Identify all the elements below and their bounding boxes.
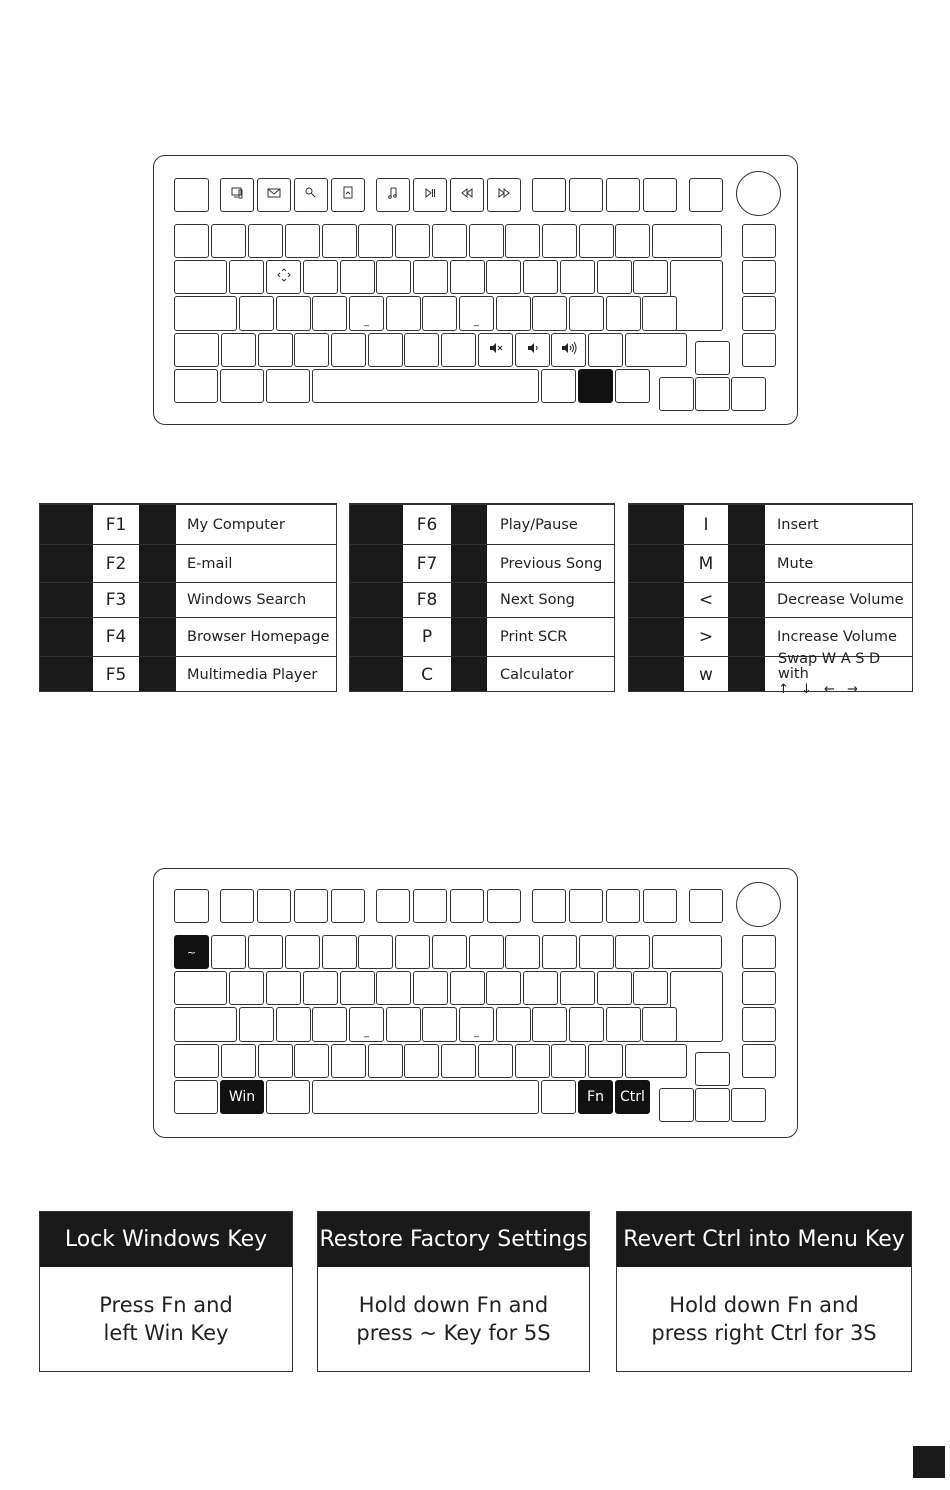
home-bump-mark: _ <box>364 316 369 327</box>
volume-knob <box>736 882 781 927</box>
key-4 <box>322 935 357 969</box>
key-t <box>376 971 411 1005</box>
key-fn-highlighted <box>578 1080 613 1114</box>
key-j <box>459 1007 494 1042</box>
key-f7 <box>450 889 484 923</box>
key-8 <box>469 224 504 258</box>
fn-table-2 <box>349 503 615 692</box>
fn-key-label: F8 <box>416 590 438 610</box>
fn-label: Fn <box>587 1089 604 1105</box>
table-row <box>40 544 336 582</box>
key-j <box>459 296 494 331</box>
card-line: press right Ctrl for 3S <box>651 1321 877 1345</box>
key-f1 <box>220 889 254 923</box>
fn-key-label: F1 <box>105 514 127 535</box>
key-f2 <box>257 178 291 212</box>
mute-icon <box>488 340 504 360</box>
previous-icon <box>459 185 475 205</box>
key-f11 <box>606 889 640 923</box>
card-line: Press Fn and <box>99 1293 233 1317</box>
key-n <box>441 1044 476 1078</box>
key-comma <box>515 1044 550 1078</box>
key-f6 <box>413 889 447 923</box>
table-row <box>350 504 614 544</box>
fn-description-swap <box>778 651 912 697</box>
key-v <box>368 333 403 367</box>
key-z <box>258 333 293 367</box>
key-esc <box>174 178 209 212</box>
fn-description: Insert <box>777 516 819 533</box>
volume-knob <box>736 171 781 216</box>
key-grave <box>174 224 209 258</box>
fn-description: Play/Pause <box>500 516 578 533</box>
key-y <box>413 971 448 1005</box>
arrow-keys-text: ↑ ↓ ← → <box>778 682 862 697</box>
key-up <box>695 341 730 375</box>
fn-description: Windows Search <box>187 592 307 608</box>
key-x <box>294 333 329 367</box>
key-lctrl <box>174 369 218 403</box>
music-note-icon <box>385 185 401 205</box>
key-pgdn <box>742 296 776 331</box>
table-row <box>629 582 912 617</box>
key-b <box>404 333 439 367</box>
fn-key-label: F7 <box>416 553 438 574</box>
key-f5 <box>376 889 410 923</box>
key-lalt <box>266 1080 310 1114</box>
key-i <box>486 971 521 1005</box>
fn-description: Increase Volume <box>777 629 897 645</box>
mail-icon <box>266 185 282 205</box>
fn-key-label: F6 <box>416 514 438 535</box>
key-p <box>560 260 595 294</box>
key-q <box>229 260 264 294</box>
key-f <box>349 296 384 331</box>
key-period <box>551 333 586 367</box>
key-9 <box>505 935 540 969</box>
key-6 <box>395 935 430 969</box>
key-space <box>312 369 539 403</box>
fn-key-label: F2 <box>105 553 127 574</box>
key-k <box>496 296 531 331</box>
key-up <box>695 1052 730 1086</box>
key-8 <box>469 935 504 969</box>
key-5 <box>358 224 393 258</box>
key-f10 <box>569 889 603 923</box>
keyboard-diagram-bottom <box>153 868 798 1138</box>
key-z <box>258 1044 293 1078</box>
key-r <box>340 260 375 294</box>
fn-description: My Computer <box>187 516 285 533</box>
key-rctrl <box>615 369 650 403</box>
key-u <box>450 971 485 1005</box>
key-enter <box>670 971 723 1042</box>
fn-key-label: I <box>703 514 709 535</box>
key-f10 <box>569 178 603 212</box>
key-f8 <box>487 178 521 212</box>
key-end <box>742 333 776 367</box>
key-hash <box>642 296 677 331</box>
volume-down-icon <box>525 340 541 360</box>
swap-text: Swap W A S D with <box>778 651 881 682</box>
table-row <box>40 582 336 617</box>
key-semicolon <box>569 1007 604 1042</box>
key-9 <box>505 224 540 258</box>
key-f1 <box>220 178 254 212</box>
key-ralt <box>541 369 576 403</box>
key-rshift <box>625 333 687 367</box>
table-row <box>629 544 912 582</box>
key-right <box>731 1088 766 1122</box>
card-line: Hold down Fn and <box>358 1293 549 1317</box>
key-lctrl <box>174 1080 218 1114</box>
fn-key-label: > <box>698 627 714 647</box>
key-s <box>276 1007 311 1042</box>
key-p <box>560 971 595 1005</box>
key-i <box>486 260 521 294</box>
key-equal <box>615 224 650 258</box>
table-row <box>40 656 336 692</box>
key-r <box>340 971 375 1005</box>
key-d <box>312 296 347 331</box>
fn-table-1 <box>39 503 337 692</box>
key-lbracket <box>597 260 632 294</box>
key-left <box>659 1088 694 1122</box>
key-rctrl-highlighted <box>615 1080 650 1114</box>
key-lbracket <box>597 971 632 1005</box>
key-s <box>276 296 311 331</box>
key-tab <box>174 971 227 1005</box>
key-down <box>695 1088 730 1122</box>
key-end <box>742 1044 776 1078</box>
card-title: Lock Windows Key <box>40 1212 292 1267</box>
key-u <box>450 260 485 294</box>
keyboard-diagram-top <box>153 155 798 425</box>
key-1 <box>211 935 246 969</box>
key-lshift <box>174 1044 219 1078</box>
key-f12 <box>643 889 677 923</box>
fn-description: Next Song <box>500 592 575 608</box>
key-6 <box>395 224 430 258</box>
key-right <box>731 377 766 411</box>
fn-key-label: F4 <box>105 627 127 647</box>
search-icon <box>303 185 319 205</box>
card-body <box>617 1267 911 1371</box>
key-left <box>659 377 694 411</box>
key-d <box>312 1007 347 1042</box>
key-minus <box>579 224 614 258</box>
fn-description: E-mail <box>187 555 233 572</box>
card-line: Hold down Fn and <box>669 1293 859 1317</box>
key-minus <box>579 935 614 969</box>
computer-icon <box>229 185 245 205</box>
fn-key-label: C <box>421 664 433 685</box>
key-tilde-highlighted <box>174 935 209 969</box>
key-2 <box>248 224 283 258</box>
key-hash <box>642 1007 677 1042</box>
card-title: Revert Ctrl into Menu Key <box>617 1212 911 1267</box>
key-f7 <box>450 178 484 212</box>
key-m <box>478 1044 513 1078</box>
fn-description: Previous Song <box>500 555 603 572</box>
key-lshift <box>174 333 219 367</box>
fn-key-label: w <box>699 664 713 685</box>
key-e <box>303 260 338 294</box>
key-m <box>478 333 513 367</box>
key-2 <box>248 935 283 969</box>
card-restore-factory-settings <box>317 1211 590 1372</box>
fn-description: Calculator <box>500 666 574 683</box>
win-label: Win <box>228 1089 256 1105</box>
key-f4 <box>331 889 365 923</box>
key-7 <box>432 935 467 969</box>
key-c <box>331 333 366 367</box>
fn-description: Multimedia Player <box>187 666 318 683</box>
key-5 <box>358 935 393 969</box>
card-lock-windows-key <box>39 1211 293 1372</box>
key-l <box>532 296 567 331</box>
key-backslash <box>221 333 256 367</box>
key-quote <box>606 296 641 331</box>
key-o <box>523 971 558 1005</box>
next-icon <box>496 185 512 205</box>
table-row <box>350 656 614 692</box>
key-b <box>404 1044 439 1078</box>
card-line: press ~ Key for 5S <box>356 1321 551 1345</box>
key-pgup <box>742 260 776 294</box>
key-pgdn <box>742 1007 776 1042</box>
key-lwin <box>220 369 264 403</box>
key-e <box>303 971 338 1005</box>
key-caps <box>174 296 237 331</box>
key-pgup <box>742 971 776 1005</box>
key-0 <box>542 935 577 969</box>
key-rbracket <box>633 971 668 1005</box>
key-h <box>422 296 457 331</box>
table-row <box>40 504 336 544</box>
key-f3 <box>294 178 328 212</box>
fn-description: Decrease Volume <box>777 592 904 608</box>
fn-key-label: F5 <box>105 664 127 685</box>
key-backslash <box>221 1044 256 1078</box>
card-body <box>40 1267 292 1371</box>
key-7 <box>432 224 467 258</box>
key-equal <box>615 935 650 969</box>
key-f6 <box>413 178 447 212</box>
tilde-label: ~ <box>186 945 197 959</box>
key-3 <box>285 224 320 258</box>
fn-description: Browser Homepage <box>187 629 330 645</box>
key-lalt <box>266 369 310 403</box>
key-ralt <box>541 1080 576 1114</box>
key-down <box>695 377 730 411</box>
key-fn-highlighted <box>578 369 613 403</box>
key-rbracket <box>633 260 668 294</box>
key-slash <box>588 333 623 367</box>
key-w <box>266 971 301 1005</box>
table-row <box>350 544 614 582</box>
key-caps <box>174 1007 237 1042</box>
card-title: Restore Factory Settings <box>318 1212 589 1267</box>
key-semicolon <box>569 296 604 331</box>
table-row <box>629 504 912 544</box>
vertical-arrows-icon <box>276 267 292 287</box>
key-a <box>239 296 274 331</box>
table-row <box>350 617 614 656</box>
key-slash <box>588 1044 623 1078</box>
key-win-highlighted <box>220 1080 264 1114</box>
key-a <box>239 1007 274 1042</box>
key-backspace <box>652 935 722 969</box>
table-row <box>40 617 336 656</box>
key-1 <box>211 224 246 258</box>
key-k <box>496 1007 531 1042</box>
key-home <box>742 935 776 969</box>
key-quote <box>606 1007 641 1042</box>
key-f5 <box>376 178 410 212</box>
fn-table-3 <box>628 503 913 697</box>
card-revert-ctrl-menu-key <box>616 1211 912 1372</box>
card-body <box>318 1267 589 1371</box>
key-f9 <box>532 889 566 923</box>
key-x <box>294 1044 329 1078</box>
fn-key-label: F3 <box>105 590 127 610</box>
key-v <box>368 1044 403 1078</box>
key-print <box>689 178 723 212</box>
key-esc <box>174 889 209 923</box>
key-t <box>376 260 411 294</box>
key-f11 <box>606 178 640 212</box>
fn-description: Print SCR <box>500 629 568 645</box>
key-print <box>689 889 723 923</box>
key-3 <box>285 935 320 969</box>
key-f9 <box>532 178 566 212</box>
home-bump-mark: _ <box>364 1027 369 1038</box>
fn-key-label: P <box>421 627 433 647</box>
key-y <box>413 260 448 294</box>
key-space <box>312 1080 539 1114</box>
table-row <box>629 651 912 697</box>
home-bump-mark: _ <box>474 316 479 327</box>
key-4 <box>322 224 357 258</box>
key-period <box>551 1044 586 1078</box>
key-f4 <box>331 178 365 212</box>
fn-key-label: M <box>698 553 714 574</box>
key-tab <box>174 260 227 294</box>
ctrl-label: Ctrl <box>620 1089 645 1105</box>
key-home <box>742 224 776 258</box>
browser-home-icon <box>340 185 356 205</box>
key-backspace <box>652 224 722 258</box>
key-f12 <box>643 178 677 212</box>
fn-key-label: < <box>698 590 714 610</box>
key-f8 <box>487 889 521 923</box>
key-g <box>386 296 421 331</box>
key-l <box>532 1007 567 1042</box>
key-c <box>331 1044 366 1078</box>
key-f <box>349 1007 384 1042</box>
key-n <box>441 333 476 367</box>
key-comma <box>515 333 550 367</box>
key-h <box>422 1007 457 1042</box>
key-enter <box>670 260 723 331</box>
key-q <box>229 971 264 1005</box>
key-0 <box>542 224 577 258</box>
key-o <box>523 260 558 294</box>
key-f2 <box>257 889 291 923</box>
key-g <box>386 1007 421 1042</box>
play-pause-icon <box>422 185 438 205</box>
home-bump-mark: _ <box>474 1027 479 1038</box>
fn-description: Mute <box>777 555 814 572</box>
key-f3 <box>294 889 328 923</box>
table-row <box>350 582 614 617</box>
key-w <box>266 260 301 294</box>
volume-up-icon <box>561 340 577 360</box>
page-marker <box>913 1446 945 1478</box>
key-rshift <box>625 1044 687 1078</box>
card-line: left Win Key <box>103 1321 229 1345</box>
